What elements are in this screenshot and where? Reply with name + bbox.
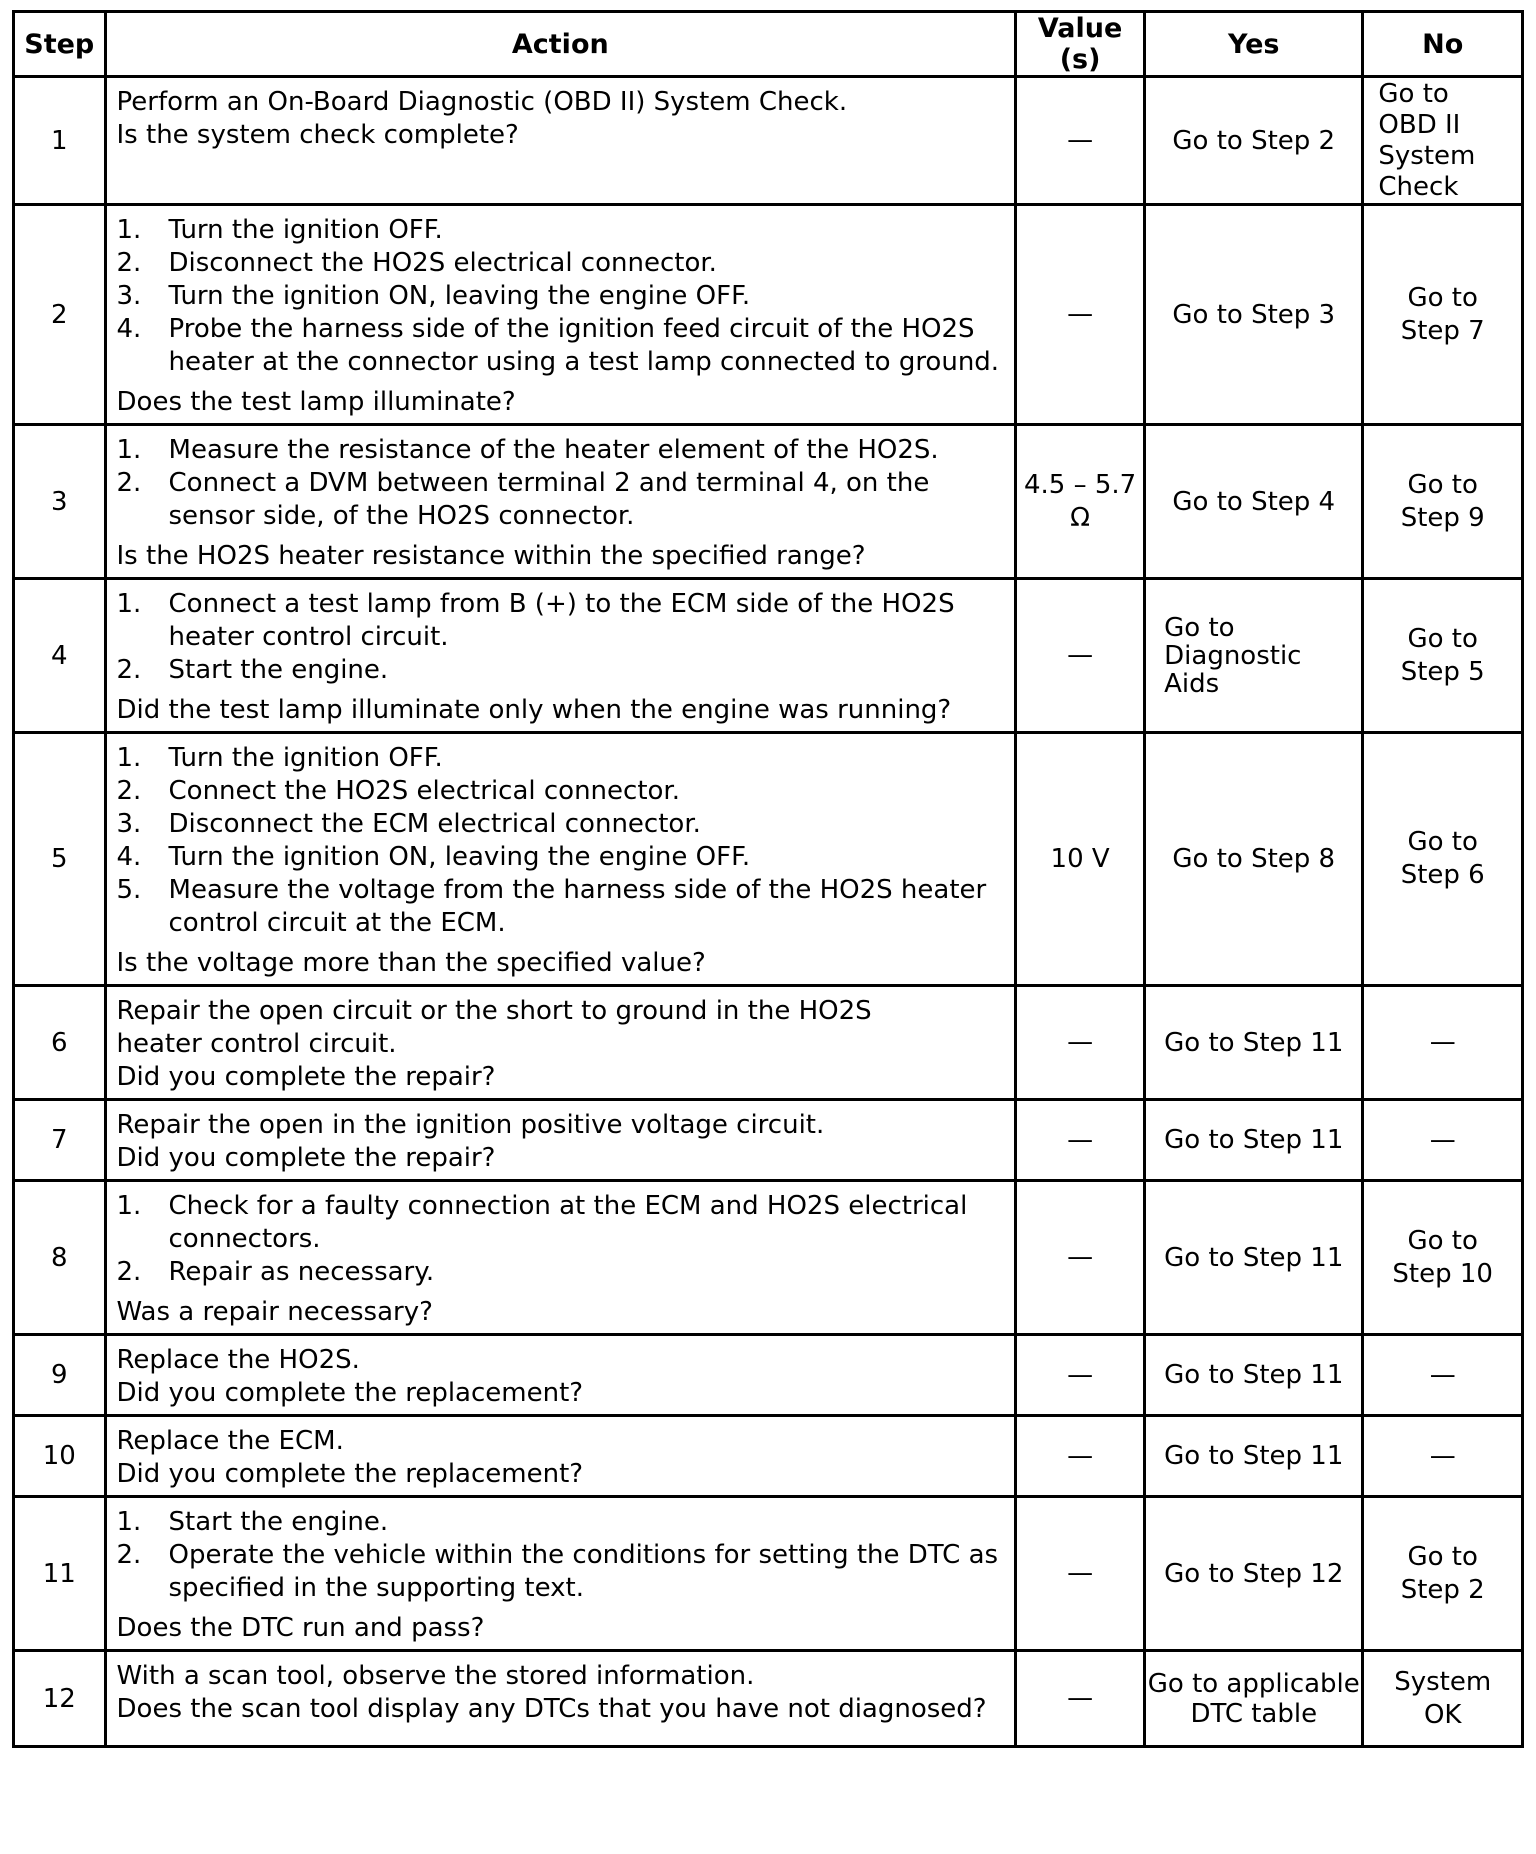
action-step-text: Disconnect the HO2S electrical connector. [168, 248, 717, 279]
table-body [14, 77, 1523, 1747]
no-text: — [1429, 1124, 1456, 1155]
yes-cell: Go to Step 4 [1145, 425, 1363, 579]
table-row [14, 1181, 1523, 1335]
action-step-text: Disconnect the ECM electrical connector. [168, 809, 701, 840]
no-text: — [1429, 1440, 1456, 1471]
no-text: Check [1378, 171, 1459, 202]
value-cell: — [1016, 1100, 1145, 1181]
action-cell [105, 205, 1016, 425]
action-step [117, 654, 1009, 687]
action-step-number: 4. [116, 314, 142, 345]
no-text: Go to [1407, 623, 1478, 654]
action-cell [105, 1100, 1016, 1181]
action-text: heater control circuit. [116, 1029, 397, 1060]
action-step-number: 1. [116, 589, 142, 620]
no-text: Step 6 [1400, 860, 1485, 891]
no-text: Step 2 [1400, 1574, 1485, 1605]
no-text: Step 9 [1400, 502, 1485, 533]
action-step-text: Turn the ignition ON, leaving the engine OFF. [168, 842, 751, 873]
action-step-number: 1. [116, 743, 142, 774]
action-step-number: 5. [116, 875, 142, 906]
action-step-number: 1. [116, 215, 142, 246]
no-cell [1363, 579, 1523, 733]
yes-cell: Go to applicable DTC table [1145, 1651, 1363, 1747]
no-cell [1363, 77, 1523, 205]
no-cell [1363, 1416, 1523, 1497]
header-value: Value (s) [1016, 12, 1145, 77]
action-step [117, 874, 1009, 940]
action-step [117, 434, 1009, 467]
no-cell [1363, 1181, 1523, 1335]
action-step [117, 1506, 1009, 1539]
yes-cell: Go to Step 11 [1145, 1100, 1363, 1181]
yes-cell: Go to Step 12 [1145, 1497, 1363, 1651]
value-cell: — [1016, 986, 1145, 1100]
no-cell [1363, 986, 1523, 1100]
value-cell: — [1016, 1497, 1145, 1651]
action-step-number: 2. [116, 468, 142, 499]
step-number: 9 [14, 1335, 106, 1416]
action-step [117, 775, 1009, 808]
no-cell [1363, 733, 1523, 986]
no-text: System [1378, 140, 1476, 171]
step-number: 11 [14, 1497, 106, 1651]
table-row [14, 77, 1523, 205]
step-number: 5 [14, 733, 106, 986]
action-text: With a scan tool, observe the stored information. [116, 1661, 755, 1692]
value-cell: 4.5 – 5.7 Ω [1016, 425, 1145, 579]
step-number: 6 [14, 986, 106, 1100]
action-step [117, 313, 1009, 379]
action-cell [105, 1181, 1016, 1335]
action-step [117, 742, 1009, 775]
header-yes: Yes [1145, 12, 1363, 77]
no-cell [1363, 1497, 1523, 1651]
action-step [117, 841, 1009, 874]
table-row [14, 1100, 1523, 1181]
action-step-text: Operate the vehicle within the conditions for setting the DTC as specified in the supporting text. [168, 1540, 999, 1604]
value-cell: — [1016, 205, 1145, 425]
yes-cell: Go to Step 11 [1145, 1416, 1363, 1497]
action-step [117, 588, 1009, 654]
yes-cell: Go to Step 8 [1145, 733, 1363, 986]
action-step-number: 3. [116, 809, 142, 840]
action-step-text: Turn the ignition ON, leaving the engine OFF. [168, 281, 751, 312]
table-row [14, 425, 1523, 579]
no-cell [1363, 1651, 1523, 1747]
action-step-text: Measure the voltage from the harness side of the HO2S heater control circuit at the ECM. [168, 875, 987, 939]
table-row [14, 986, 1523, 1100]
action-step [117, 1539, 1009, 1605]
no-text: Step 5 [1400, 656, 1485, 687]
action-steps [117, 1190, 1009, 1289]
no-text: Go to [1407, 282, 1478, 313]
step-number: 3 [14, 425, 106, 579]
action-cell [105, 1651, 1016, 1747]
value-cell: — [1016, 77, 1145, 205]
action-step-text: Start the engine. [168, 1507, 389, 1538]
action-step-number: 1. [116, 1191, 142, 1222]
action-question: Did you complete the replacement? [116, 1378, 584, 1409]
action-step-number: 1. [116, 435, 142, 466]
action-cell [105, 733, 1016, 986]
no-cell [1363, 1335, 1523, 1416]
action-step-text: Connect the HO2S electrical connector. [168, 776, 680, 807]
value-cell: — [1016, 1651, 1145, 1747]
step-number: 1 [14, 77, 106, 205]
action-text: Replace the HO2S. [116, 1345, 360, 1376]
header-no: No [1363, 12, 1523, 77]
table-row [14, 1651, 1523, 1747]
yes-cell: Go to Step 11 [1145, 1181, 1363, 1335]
no-cell [1363, 425, 1523, 579]
no-cell [1363, 1100, 1523, 1181]
action-step-number: 2. [116, 655, 142, 686]
yes-cell: Go to Step 11 [1145, 1335, 1363, 1416]
yes-cell: Go to Step 11 [1145, 986, 1363, 1100]
header-row [14, 12, 1523, 77]
action-text: Repair the open circuit or the short to ground in the HO2S [116, 996, 872, 1027]
action-step-number: 2. [116, 776, 142, 807]
action-step [117, 808, 1009, 841]
action-cell [105, 1497, 1016, 1651]
action-step [117, 1256, 1009, 1289]
no-text: — [1429, 1027, 1456, 1058]
action-step-text: Connect a test lamp from B (+) to the ECM side of the HO2S heater control circuit. [168, 589, 955, 653]
action-step-text: Turn the ignition OFF. [168, 215, 443, 246]
action-step-text: Check for a faulty connection at the ECM and HO2S electrical connectors. [168, 1191, 968, 1255]
action-question: Did you complete the replacement? [116, 1459, 584, 1490]
action-step [117, 280, 1009, 313]
action-step [117, 1190, 1009, 1256]
table-row [14, 1416, 1523, 1497]
header-action: Action [105, 12, 1016, 77]
action-cell [105, 425, 1016, 579]
action-step-number: 2. [116, 1257, 142, 1288]
action-step [117, 214, 1009, 247]
no-text: OBD II [1378, 109, 1461, 140]
no-text: — [1429, 1359, 1456, 1390]
value-cell: — [1016, 579, 1145, 733]
yes-cell: Go to Step 2 [1145, 77, 1363, 205]
header-step: Step [14, 12, 106, 77]
action-question: Did you complete the repair? [116, 1062, 496, 1093]
table-row [14, 205, 1523, 425]
action-question: Is the HO2S heater resistance within the specified range? [116, 541, 866, 572]
action-cell [105, 986, 1016, 1100]
action-step [117, 247, 1009, 280]
action-step-text: Probe the harness side of the ignition feed circuit of the HO2S heater at the connector using a test lamp connected to ground. [168, 314, 1000, 378]
action-step-text: Start the engine. [168, 655, 389, 686]
value-cell: 10 V [1016, 733, 1145, 986]
no-text: Go to [1407, 1225, 1478, 1256]
step-number: 12 [14, 1651, 106, 1747]
action-step-text: Turn the ignition OFF. [168, 743, 443, 774]
action-cell [105, 77, 1016, 205]
step-number: 10 [14, 1416, 106, 1497]
step-number: 4 [14, 579, 106, 733]
table-row [14, 1497, 1523, 1651]
action-text: Replace the ECM. [116, 1426, 344, 1457]
action-text: Perform an On-Board Diagnostic (OBD II) System Check. [116, 87, 848, 118]
table-row [14, 733, 1523, 986]
action-step [117, 467, 1009, 533]
yes-cell: Go to Diagnostic Aids [1145, 579, 1363, 733]
action-steps [117, 588, 1009, 687]
value-cell: — [1016, 1181, 1145, 1335]
action-step-text: Measure the resistance of the heater element of the HO2S. [168, 435, 939, 466]
action-step-text: Connect a DVM between terminal 2 and terminal 4, on the sensor side, of the HO2S connector. [168, 468, 930, 532]
action-step-text: Repair as necessary. [168, 1257, 435, 1288]
no-text: Go to [1378, 78, 1449, 109]
action-step-number: 4. [116, 842, 142, 873]
no-text: OK [1423, 1699, 1462, 1730]
no-text: Go to [1407, 1541, 1478, 1572]
action-steps [117, 434, 1009, 533]
action-steps [117, 742, 1009, 940]
table-row [14, 1335, 1523, 1416]
no-text: Go to [1407, 827, 1478, 858]
action-question: Does the scan tool display any DTCs that you have not diagnosed? [116, 1694, 987, 1725]
action-question: Did the test lamp illuminate only when the engine was running? [116, 695, 952, 726]
no-text: Step 10 [1392, 1258, 1493, 1289]
value-cell: — [1016, 1335, 1145, 1416]
no-text: Step 7 [1400, 315, 1485, 346]
action-step-number: 2. [116, 1540, 142, 1571]
yes-cell: Go to Step 3 [1145, 205, 1363, 425]
diagnostic-table [12, 10, 1524, 1748]
action-steps [117, 214, 1009, 379]
table-row [14, 579, 1523, 733]
action-cell [105, 1335, 1016, 1416]
action-step-number: 1. [116, 1507, 142, 1538]
action-cell [105, 1416, 1016, 1497]
action-question: Does the DTC run and pass? [116, 1613, 485, 1644]
value-cell: — [1016, 1416, 1145, 1497]
step-number: 8 [14, 1181, 106, 1335]
action-steps [117, 1506, 1009, 1605]
action-question: Is the voltage more than the specified value? [116, 948, 706, 979]
action-question: Does the test lamp illuminate? [116, 387, 516, 418]
action-step-number: 2. [116, 248, 142, 279]
no-text: System [1394, 1666, 1492, 1697]
no-cell [1363, 205, 1523, 425]
step-number: 7 [14, 1100, 106, 1181]
action-question: Is the system check complete? [116, 120, 519, 151]
action-question: Did you complete the repair? [116, 1143, 496, 1174]
no-text: Go to [1407, 469, 1478, 500]
action-question: Was a repair necessary? [116, 1297, 433, 1328]
action-text: Repair the open in the ignition positive voltage circuit. [116, 1110, 825, 1141]
action-step-number: 3. [116, 281, 142, 312]
step-number: 2 [14, 205, 106, 425]
action-cell [105, 579, 1016, 733]
